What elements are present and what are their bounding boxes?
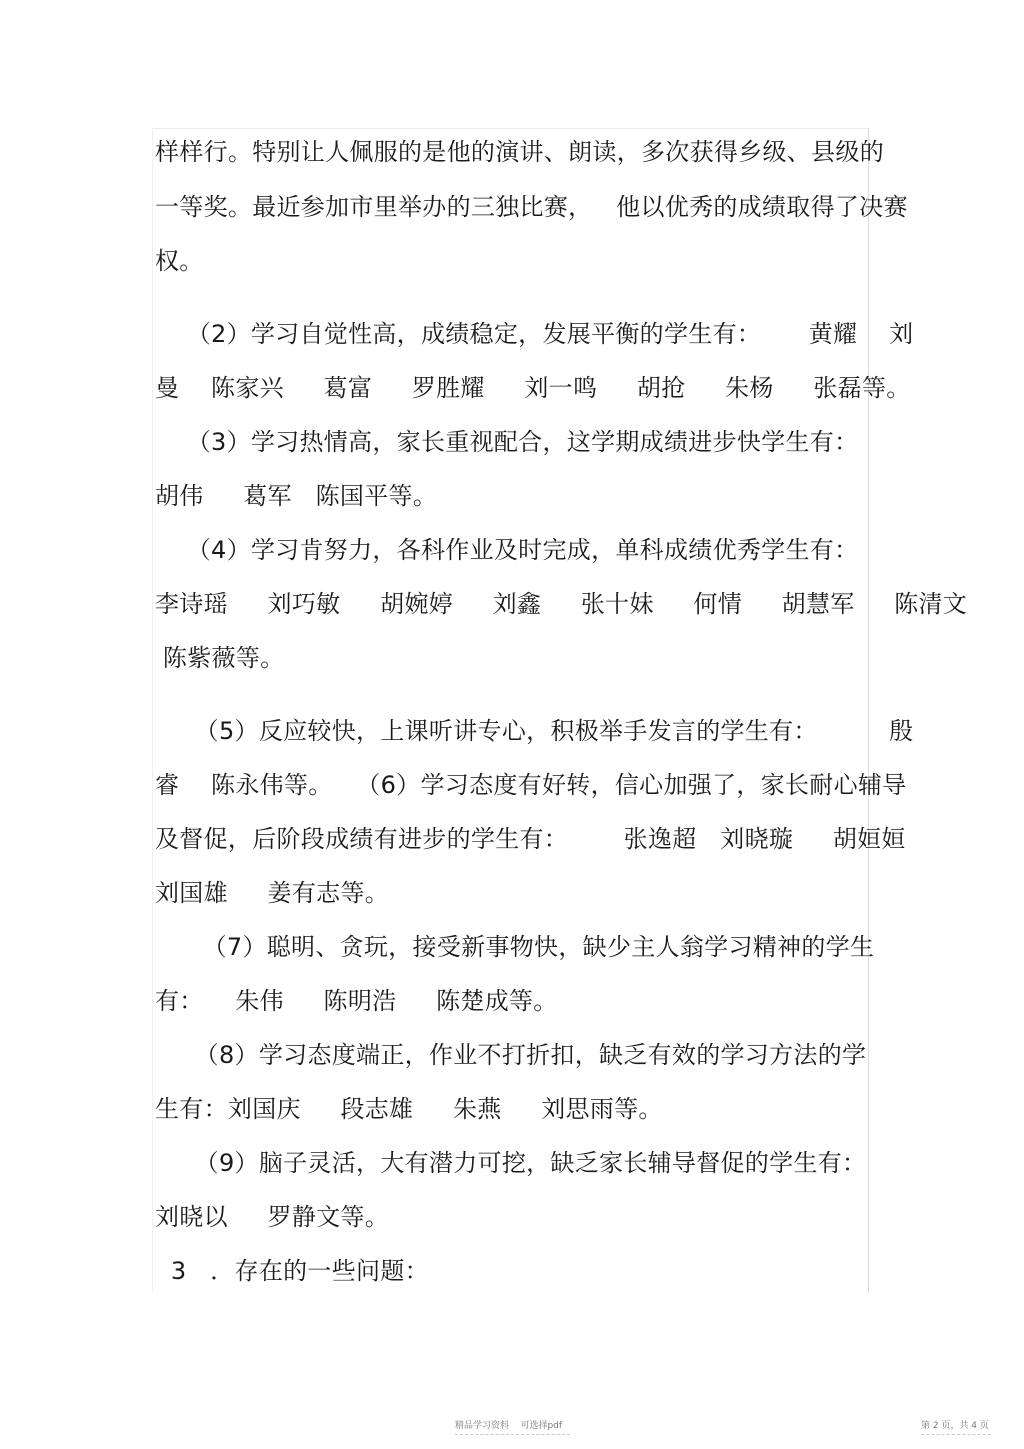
text-line: （2）学习自觉性高，成绩稳定，发展平衡的学生有： 黄耀 刘 [155, 320, 914, 348]
page-number: 第 2 页，共 4 页 [921, 1421, 989, 1431]
text-line: （7）聪明、贪玩，接受新事物快，缺少主人翁学习精神的学生 [155, 933, 875, 961]
footer-divider-left [455, 1434, 570, 1435]
text-line: 睿 陈永伟等。 （6）学习态度有好转，信心加强了，家长耐心辅导 [155, 771, 907, 799]
text-line: 权。 [155, 247, 204, 275]
text-line: 曼 陈家兴 葛富 罗胜耀 刘一鸣 胡抢 朱杨 张磊等。 [155, 374, 911, 402]
footer-watermark-text: 精品学习资料 可选择pdf [455, 1421, 563, 1431]
text-line: 刘晓以 罗静文等。 [155, 1203, 390, 1231]
text-line: （8）学习态度端正，作业不打折扣，缺乏有效的学习方法的学 [155, 1041, 867, 1069]
page-frame-top [152, 128, 869, 129]
text-line: （4）学习肯努力，各科作业及时完成，单科成绩优秀学生有： [155, 536, 859, 564]
text-line: 生有：刘国庆 段志雄 朱燕 刘思雨等。 [155, 1095, 663, 1123]
text-line: 样样行。特别让人佩服的是他的演讲、朗读，多次获得乡级、县级的 [155, 138, 884, 166]
text-line: （5）反应较快，上课听讲专心，积极举手发言的学生有： 殷 [155, 717, 914, 745]
section-heading: 3 ．存在的一些问题： [155, 1257, 429, 1285]
text-line: 刘国雄 姜有志等。 [155, 879, 390, 907]
text-line: 有： 朱伟 陈明浩 陈楚成等。 [155, 987, 558, 1015]
text-line: 李诗瑶 刘巧敏 胡婉婷 刘鑫 张十妹 何情 胡慧军 陈清文 [155, 590, 968, 618]
text-line: 胡伟 葛军 陈国平等。 [155, 482, 438, 510]
text-line: 一等奖。最近参加市里举办的三独比赛， 他以优秀的成绩取得了决赛 [155, 193, 908, 221]
text-line: 及督促，后阶段成绩有进步的学生有： 张逸超 刘晓璇 胡姮姮 [155, 825, 906, 853]
text-line: （3）学习热情高，家长重视配合，这学期成绩进步快学生有： [155, 428, 859, 456]
page-frame-left [152, 128, 153, 1293]
text-line: 陈紫薇等。 [155, 644, 285, 672]
text-line: （9）脑子灵活，大有潜力可挖，缺乏家长辅导督促的学生有： [155, 1149, 867, 1177]
footer-divider-right [921, 1434, 991, 1435]
page-frame-right [868, 128, 869, 1293]
